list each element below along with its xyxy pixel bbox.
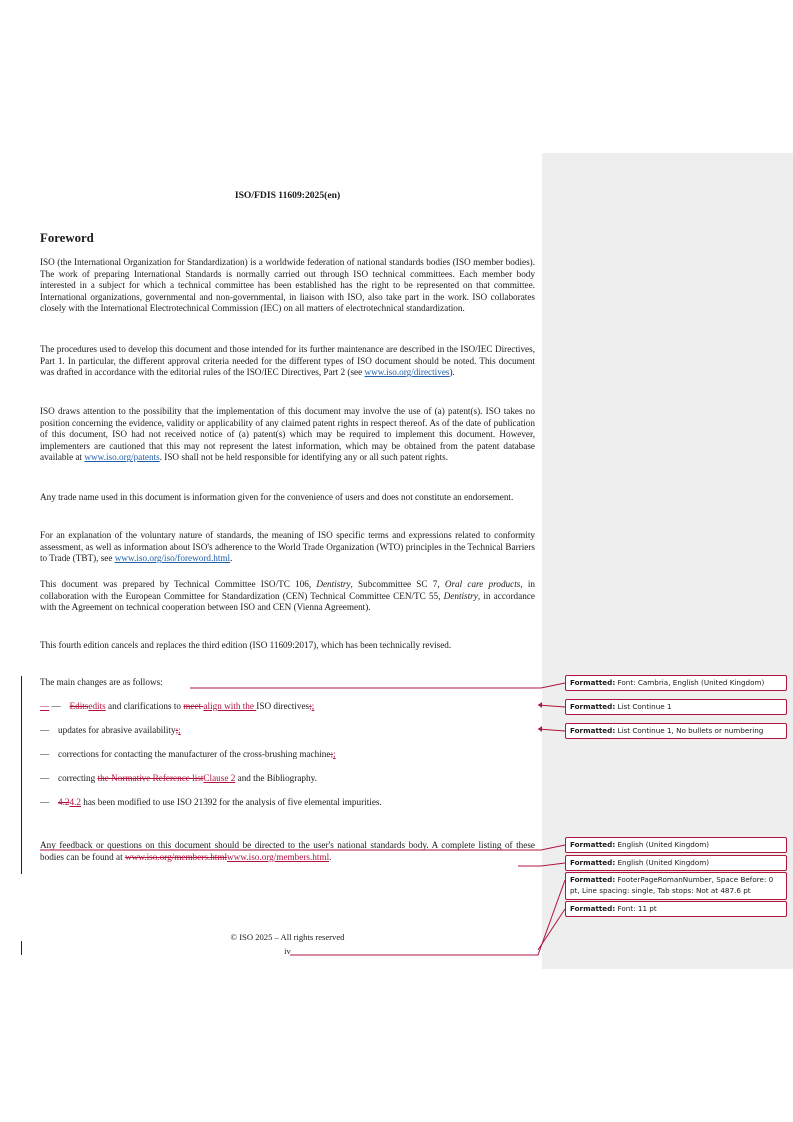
paragraph-text: .	[329, 851, 332, 862]
inserted-text: 4.2	[69, 797, 81, 807]
directives-link[interactable]: www.iso.org/directives	[364, 367, 450, 378]
list-dash: —	[40, 773, 50, 783]
deleted-text: 4.2	[58, 797, 70, 807]
paragraph-text: .	[230, 553, 233, 564]
foreword-link[interactable]: www.iso.org/iso/foreword.html	[114, 553, 231, 564]
item-text: has been modified to use ISO 21392 for the analysis of five elemental impurities.	[80, 797, 382, 807]
members-link[interactable]: www.iso.org/members.html	[227, 851, 330, 862]
balloon-text: English (United Kingdom)	[617, 858, 710, 867]
balloon-text: FooterPageRomanNumber, Space Before: 0 pt, Line spacing: single, Tab stops: Not at 487.6 pt	[570, 875, 774, 895]
connector-line	[538, 705, 565, 707]
paragraph-text: , in collaboration with the European Committee for Standardization (CEN) Technical Committee CEN/TC 55,	[40, 579, 535, 601]
deleted-text: the Normative Reference list	[97, 773, 204, 783]
item-text: and clarifications to	[105, 701, 184, 711]
inserted-text: ;	[178, 725, 181, 735]
connector-line	[518, 863, 565, 866]
inserted-text: ;	[333, 749, 336, 759]
connector-line	[190, 683, 565, 688]
inserted-text: Clause 2	[203, 773, 236, 783]
balloon-text: English (United Kingdom)	[617, 840, 710, 849]
paragraph-text: ISO draws attention to the possibility that the implementation of this document may involve the use of (a) patent(s). ISO takes no position concerning the evidence, validity or applicability of any claimed patent rights in respect thereof. As of the date of publication of this document, ISO had not received notice of (a) patent(s) which may be required to implement this document. However, implementers are cautioned that this may not represent the latest information, which may be obtained from the patent database available at	[40, 406, 535, 463]
balloon-text: List Continue 1, No bullets or numbering	[617, 726, 764, 735]
subcommittee-name: Oral care products	[444, 579, 521, 589]
balloon-label: Formatted:	[570, 726, 616, 735]
item-text: ISO directives	[256, 701, 310, 711]
connector-line	[538, 729, 565, 731]
item-text: and the Bibliography.	[235, 773, 317, 783]
paragraph-text: . ISO shall not be held responsible for identifying any or all such patent rights.	[159, 452, 449, 463]
list-dash: —	[40, 797, 50, 807]
paragraph-text: This document was prepared by Technical Committee ISO/TC 106,	[40, 579, 317, 589]
deleted-text: meet	[183, 701, 204, 711]
balloon-text: Font: Cambria, English (United Kingdom)	[617, 678, 765, 687]
connector-line	[40, 845, 565, 850]
paragraph-trade-name: Any trade name used in this document is information given for the convenience of users and does not constitute an endorsement.	[40, 492, 514, 502]
deleted-link: www.iso.org/members.html	[124, 851, 228, 862]
connector-line	[538, 909, 565, 950]
cen-committee-name: Dentistry	[443, 590, 478, 601]
item-text: updates for abrasive availability	[58, 725, 176, 735]
balloon-label: Formatted:	[570, 858, 616, 867]
list-dash: —	[40, 749, 50, 759]
footer-page-number: iv	[284, 946, 291, 956]
patents-link[interactable]: www.iso.org/patents	[84, 452, 160, 463]
item-text: correcting	[58, 773, 98, 783]
list-dash: —	[51, 701, 61, 711]
item-text: corrections for contacting the manufacturer of the cross-brushing machine	[58, 749, 331, 759]
balloon-label: Formatted:	[570, 904, 616, 913]
deleted-text: ;	[175, 725, 179, 735]
deleted-text: ;	[309, 701, 312, 711]
footer-copyright: © ISO 2025 – All rights reserved	[230, 932, 345, 942]
connector-arrow	[538, 702, 542, 708]
paragraph-text: ).	[449, 367, 455, 378]
paragraph-edition: This fourth edition cancels and replaces the third edition (ISO 11609:2017), which has been technically revised.	[40, 640, 452, 650]
document-header: ISO/FDIS 11609:2025(en)	[234, 190, 341, 201]
balloon-text: List Continue 1	[617, 702, 672, 711]
paragraph-iso-intro: ISO (the International Organization for Standardization) is a worldwide federation of national standards bodies (ISO member bodies). The work of preparing International Standards is normally carried out through ISO technical committees. Each member body interested in a subject for which a technical committee has been established has the right to be represented on that committee. International organizations, governmental and non-governmental, in liaison with ISO, also take part in the work. ISO collaborates closely with the International Electrotechnical Commission (IEC) on all matters of electrotechnical standardization.	[40, 257, 535, 314]
balloon-label: Formatted:	[570, 875, 616, 884]
paragraph-text: , Subcommittee SC 7,	[350, 579, 445, 589]
deleted-text: ;	[330, 749, 334, 759]
foreword-heading: Foreword	[40, 231, 94, 245]
paragraph-text: Any feedback or questions on this document should be directed to the user's national standards body. A complete listing of these bodies can be found at	[40, 840, 535, 862]
connector-line	[290, 880, 565, 955]
balloon-text: Font: 11 pt	[617, 904, 657, 913]
paragraph-text: , in accordance with the Agreement on technical cooperation between ISO and CEN (Vienna Agreement).	[40, 590, 535, 613]
inserted-dash: —	[40, 701, 50, 711]
connector-arrow	[538, 726, 542, 732]
paragraph-text: The procedures used to develop this document and those intended for its further maintenance are described in the ISO/IEC Directives, Part 1. In particular, the different approval criteria needed for the different types of ISO document should be noted. This document was drafted in accordance with the editorial rules of the ISO/IEC Directives, Part 2 (see	[40, 344, 535, 378]
balloon-label: Formatted:	[570, 840, 616, 849]
paragraph-text: For an explanation of the voluntary nature of standards, the meaning of ISO specific terms and expressions related to conformity assessment, as well as information about ISO's adherence to the World Trade Organization (WTO) principles in the Technical Barriers to Trade (TBT), see	[40, 530, 535, 564]
paragraph-text: The main changes are as follows:	[40, 677, 163, 687]
balloon-label: Formatted:	[570, 702, 616, 711]
inserted-text: align with the	[203, 701, 257, 711]
balloon-label: Formatted:	[570, 678, 616, 687]
inserted-text: edits	[88, 701, 106, 711]
inserted-text: ;	[311, 701, 315, 711]
deleted-text: Edits	[69, 701, 89, 711]
list-dash: —	[40, 725, 50, 735]
committee-name: Dentistry	[316, 579, 351, 589]
